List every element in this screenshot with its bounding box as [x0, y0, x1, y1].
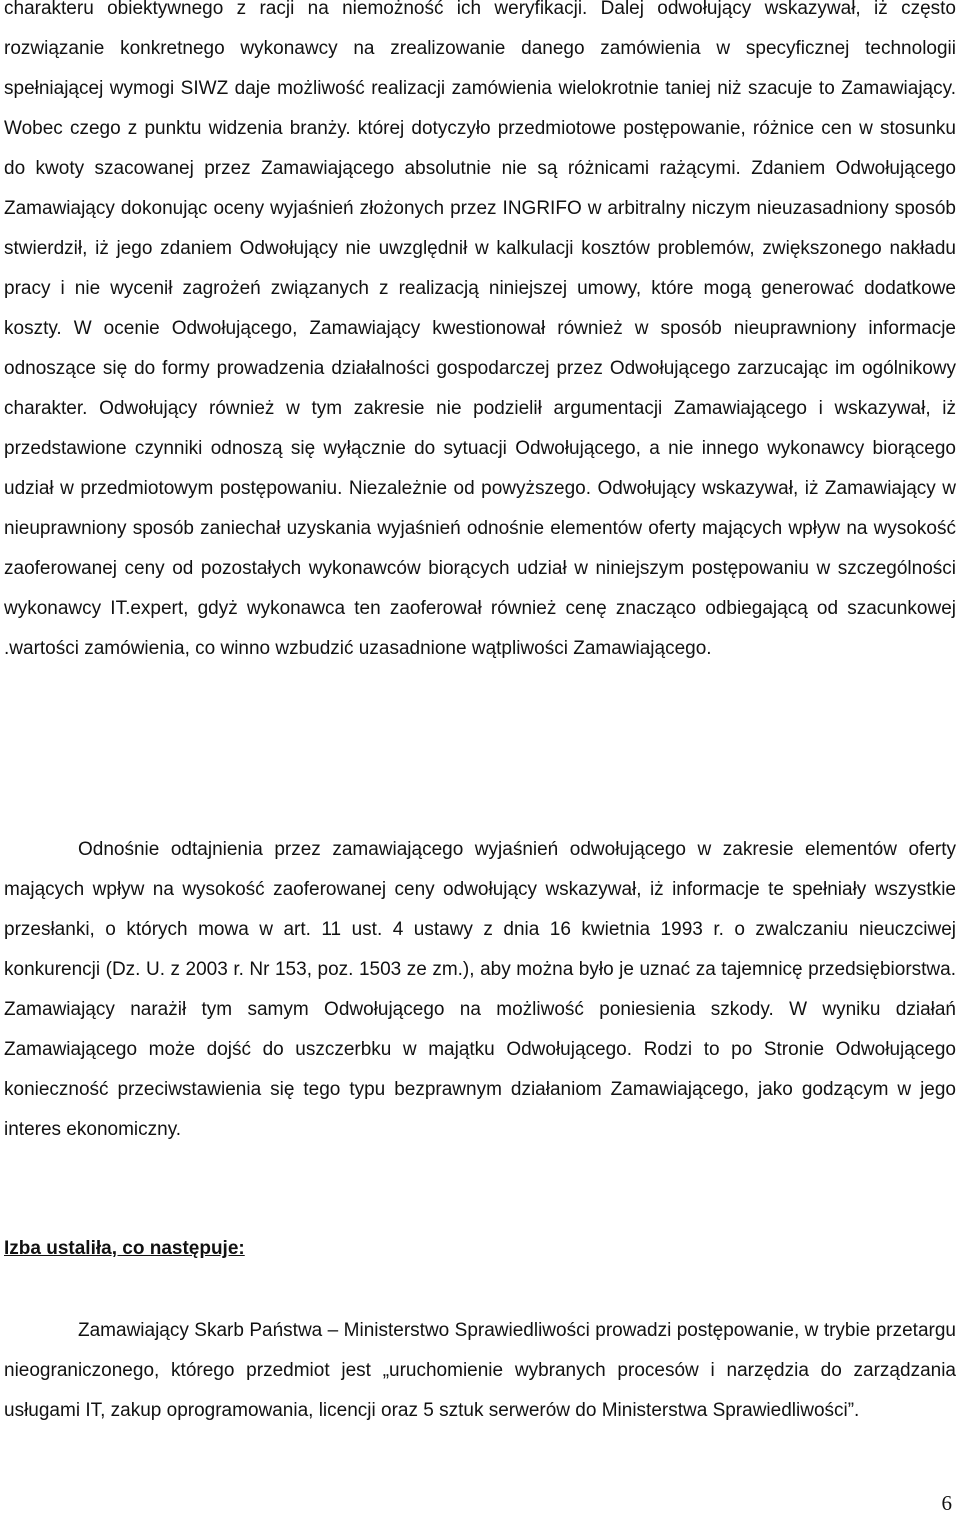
- body-paragraph-1: charakteru obiektywnego z racji na niemożność ich weryfikacji. Dalej odwołujący wskazywał, iż często rozwiązanie konkretnego wykonawcy na zrealizowanie danego zamówienia w specyficznej technologii spełniającej wymogi SIWZ daje możliwość realizacji zamówienia wielokrotnie taniej niż szacuje to Zamawiający. Wobec czego z punktu widzenia branży. której dotyczyło przedmiotowe postępowanie, różnice cen w stosunku do kwoty szacowanej przez Zamawiającego absolutnie nie są różnicami rażącymi. Zdaniem Odwołującego Zamawiający dokonując oceny wyjaśnień złożonych przez INGRIFO w arbitralny niczym nieuzasadniony sposób stwierdził, iż jego zdaniem Odwołujący nie uwzględnił w kalkulacji kosztów problemów, zwiększonego nakładu pracy i nie wycenił zagrożeń związanych z realizacją niniejszej umowy, które mogą generować dodatkowe koszty. W ocenie Odwołującego, Zamawiający kwestionował również w sposób nieuprawniony informacje odnoszące się do formy prowadzenia działalności gospodarczej przez Odwołującego zarzucając im ogólnikowy charakter. Odwołujący również w tym zakresie nie podzielił argumentacji Zamawiającego i wskazywał, iż przedstawione czynniki odnoszą się wyłącznie do sytuacji Odwołującego, a nie innego wykonawcy biorącego udział w przedmiotowym postępowaniu. Niezależnie od powyższego. Odwołujący wskazywał, iż Zamawiający w nieuprawniony sposób zaniechał uzyskania wyjaśnień odnośnie elementów oferty mających wpływ na wysokość zaoferowanej ceny od pozostałych wykonawców biorących udział w niniejszym postępowaniu w szczególności wykonawcy IT.expert, gdyż wykonawca ten zaoferował również cenę znacząco odbiegającą od szacunkowej .wartości zamówienia, co winno wzbudzić uzasadnione wątpliwości Zamawiającego.: [4, 0, 956, 659]
- body-paragraph-3: Zamawiający Skarb Państwa – Ministerstwo Sprawiedliwości prowadzi postępowanie, w trybie przetargu nieograniczonego, którego przedmiot jest „uruchomienie wybranych procesów i narzędzia do zarządzania usługami IT, zakup oprogramowania, licencji oraz 5 sztuk serwerów do Ministerstwa Sprawiedliwości”.: [4, 1320, 956, 1421]
- body-paragraph-2: Odnośnie odtajnienia przez zamawiającego wyjaśnień odwołującego w zakresie elementów oferty mających wpływ na wysokość zaoferowanej ceny odwołujący wskazywał, iż informacje te spełniały wszystkie przesłanki, o których mowa w art. 11 ust. 4 ustawy z dnia 16 kwietnia 1993 r. o zwalczaniu nieuczciwej konkurencji (Dz. U. z 2003 r. Nr 153, poz. 1503 ze zm.), aby można było je uznać za tajemnicę przedsiębiorstwa. Zamawiający narażił tym samym Odwołującego na możliwość poniesienia szkody. W wyniku działań Zamawiającego może dojść do uszczerbku w majątku Odwołującego. Rodzi to po Stronie Odwołującego konieczność przeciwstawienia się tego typu bezprawnym działaniom Zamawiającego, jako godzącym w jego interes ekonomiczny.: [4, 839, 956, 1140]
- page-number: 6: [941, 1491, 952, 1515]
- section-heading: Izba ustaliła, co następuje:: [4, 1238, 245, 1259]
